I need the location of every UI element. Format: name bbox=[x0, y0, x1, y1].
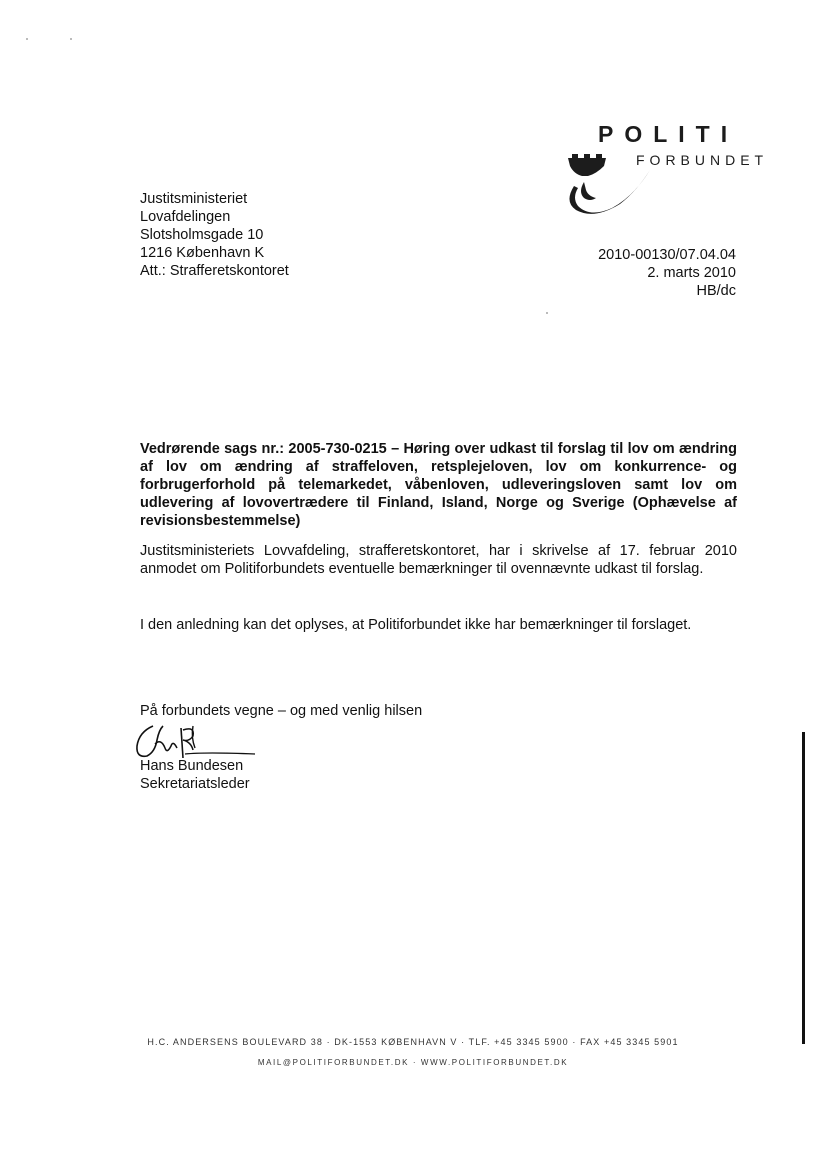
address-line: Lovafdelingen bbox=[140, 209, 231, 225]
signer-name: Hans Bundesen bbox=[140, 758, 244, 774]
politiforbundet-emblem-icon bbox=[560, 152, 655, 232]
scan-speck bbox=[70, 38, 72, 40]
reference-block bbox=[598, 246, 736, 300]
initials: HB/dc bbox=[696, 283, 736, 299]
subject-line: Vedrørende sags nr.: 2005-730-0215 – Høring over udkast til forslag til lov om ændring af lov om ændring af straffeloven, retsplejeloven, lov om konkurrence- og forbrugerforhold på telemarkedet, våbenloven, udleveringsloven samt lov om udlevering af lovovertrædere til Finland, Island, Norge og Sverige (Ophævelse af revisionsbestemmelse) bbox=[140, 441, 737, 529]
logo-subtitle: FORBUNDET bbox=[636, 152, 769, 168]
case-number: 2010-00130/07.04.04 bbox=[598, 247, 736, 263]
recipient-address bbox=[140, 190, 289, 280]
signer-block bbox=[140, 757, 250, 793]
address-line: Att.: Strafferetskontoret bbox=[140, 263, 289, 279]
closing-phrase: På forbundets vegne – og med venlig hilsen bbox=[140, 703, 423, 719]
letter-date: 2. marts 2010 bbox=[647, 265, 736, 281]
footer-address: H.C. ANDERSENS BOULEVARD 38 · DK-1553 KØBENHAVN V · TLF. +45 3345 5900 · FAX +45 3345 5901 bbox=[147, 1037, 679, 1047]
signer-title: Sekretariatsleder bbox=[140, 776, 250, 792]
body-paragraph: I den anledning kan det oplyses, at Politiforbundet ikke har bemærkninger til forslaget. bbox=[140, 617, 692, 633]
scan-speck bbox=[546, 312, 548, 314]
address-line: Justitsministeriet bbox=[140, 191, 248, 207]
logo-wordmark: POLITI bbox=[598, 121, 739, 147]
scan-speck bbox=[26, 38, 28, 40]
address-line: 1216 København K bbox=[140, 245, 265, 261]
body-paragraph: Justitsministeriets Lovvafdeling, strafferetskontoret, har i skrivelse af 17. februar 2010 anmodet om Politiforbundets eventuelle bemærkninger til ovennævnte udkast til forslag. bbox=[140, 543, 737, 577]
footer-contact: MAIL@POLITIFORBUNDET.DK · WWW.POLITIFORBUNDET.DK bbox=[257, 1058, 569, 1067]
scan-edge-line bbox=[802, 732, 805, 1044]
address-line: Slotsholmsgade 10 bbox=[140, 227, 264, 243]
